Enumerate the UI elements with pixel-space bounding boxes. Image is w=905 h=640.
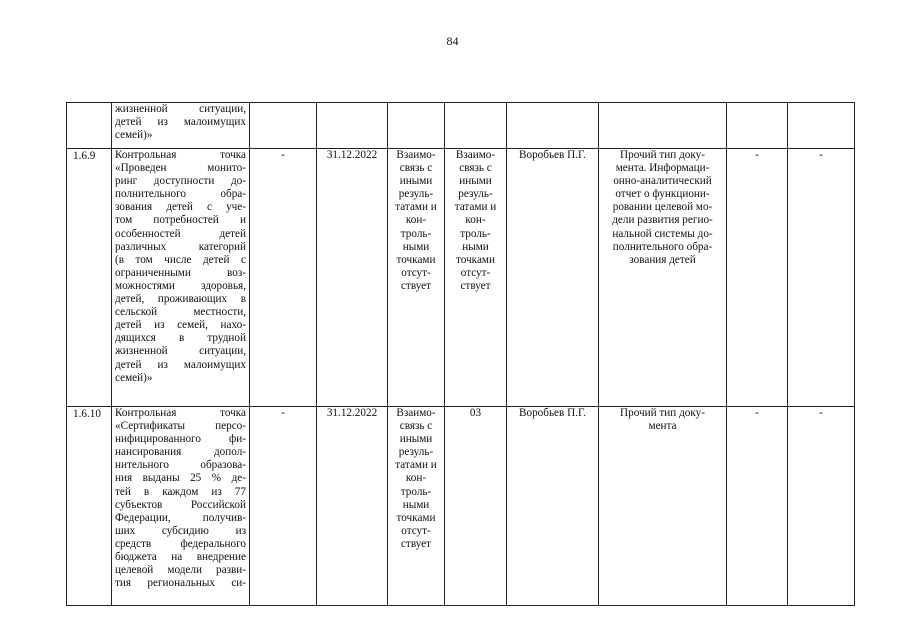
name-line: ния выданы 25 % де- (115, 472, 246, 485)
text-line: ными (402, 498, 430, 511)
name-line: детей из малоимущих (115, 116, 246, 129)
text-line: ствует (400, 279, 432, 292)
text-line: татами и (395, 459, 437, 472)
extra-cell-9: - (727, 149, 788, 407)
name-line: том потребностей и (115, 214, 246, 227)
text-line: татами и (454, 201, 497, 214)
successor-link-cell: 03 (445, 407, 507, 606)
name-line: сельской местности, (115, 306, 246, 319)
text-line: ствует (460, 279, 491, 292)
text-line: троль- (400, 227, 432, 240)
text-line: резуль- (398, 188, 434, 201)
predecessor-link-cell (388, 103, 445, 149)
name-line: жизненной ситуации, (115, 345, 246, 358)
table-row (67, 103, 855, 149)
plan-table (66, 102, 855, 606)
name-line: бюджета на внедрение (115, 551, 246, 564)
name-line: субъектов Российской (115, 498, 246, 511)
text-line: троль- (400, 485, 432, 498)
text-line: ными (462, 240, 489, 253)
page-number: 84 (446, 34, 459, 48)
text-line: резуль- (458, 188, 493, 201)
name-line: ринг доступности до- (115, 175, 246, 188)
text-line: полнительного обра- (612, 240, 713, 253)
text-line: кон- (465, 214, 486, 227)
extra-cell-10 (788, 103, 855, 149)
extra-cell-10: - (788, 149, 855, 407)
control-point-name-cell (112, 149, 250, 407)
name-line: Контрольная точка (115, 407, 246, 419)
name-line: можностями здоровья, (115, 279, 246, 292)
text-line: кон- (405, 214, 427, 227)
text-line: мента (648, 420, 677, 433)
name-line: дящихся в трудной (115, 332, 246, 345)
name-line: тей в каждом из 77 (115, 485, 246, 498)
name-line: целевой модели разви- (115, 564, 246, 577)
start-date-cell (250, 103, 317, 149)
name-line: детей из малоимущих (115, 358, 246, 371)
row-number-cell: 1.6.10 (67, 407, 112, 606)
text-line: связь с (399, 420, 433, 433)
text-line: отчет о функциони- (615, 188, 710, 201)
name-line: детей из семей, нахо- (115, 319, 246, 332)
text-line: связь с (399, 162, 433, 175)
text-line: точками (396, 253, 436, 266)
start-date-cell: - (250, 407, 317, 606)
text-line: точками (396, 511, 436, 524)
text-line: резуль- (398, 446, 434, 459)
extra-cell-10: - (788, 407, 855, 606)
name-line: ших субсидию из (115, 524, 246, 537)
document-type-cell (599, 149, 727, 407)
text-line: ствует (400, 537, 432, 550)
extra-cell-9 (727, 103, 788, 149)
name-line: «Проведен монито- (115, 162, 246, 175)
name-line: «Сертификаты персо- (115, 420, 246, 433)
control-point-name-cell (112, 407, 250, 606)
extra-cell-9: - (727, 407, 788, 606)
name-line: нансирования допол- (115, 446, 246, 459)
name-line: жизненной ситуации, (115, 103, 246, 115)
name-line: тия региональных си- (115, 577, 246, 590)
name-line: нительного образова- (115, 459, 246, 472)
responsible-cell: Воробьев П.Г. (507, 149, 599, 407)
text-line: нальной системы до- (612, 227, 713, 240)
name-line: различных категорий (115, 240, 246, 253)
end-date-cell (317, 103, 388, 149)
text-line: Взаимо- (455, 149, 496, 161)
text-line: иными (399, 175, 433, 188)
name-line: семей)» (115, 371, 153, 384)
text-line: иными (399, 433, 433, 446)
text-line: Взаимо- (396, 149, 436, 161)
predecessor-link-cell (388, 149, 445, 407)
text-line: связь с (459, 162, 492, 175)
text-line: Прочий тип доку- (620, 407, 705, 419)
text-line: кон- (405, 472, 427, 485)
end-date-cell: 31.12.2022 (317, 407, 388, 606)
row-number-cell (67, 103, 112, 149)
name-line: средств федерального (115, 537, 246, 550)
text-line: отсут- (401, 524, 431, 537)
text-line: отсут- (401, 266, 431, 279)
responsible-cell: Воробьев П.Г. (507, 407, 599, 606)
text-line: отсут- (460, 266, 491, 279)
successor-link-cell (445, 149, 507, 407)
control-point-name-cell (112, 103, 250, 149)
text-line: татами и (395, 201, 437, 214)
name-line: Федерации, получив- (115, 511, 246, 524)
text-line: Прочий тип доку- (620, 149, 705, 161)
table-row (67, 407, 855, 606)
name-line: особенностей детей (115, 227, 246, 240)
name-line: ограниченными воз- (115, 266, 246, 279)
responsible-cell (507, 103, 599, 149)
text-line: троль- (460, 227, 491, 240)
name-line: нифицированного фи- (115, 433, 246, 446)
name-line: семей)» (115, 129, 153, 142)
text-line: Взаимо- (396, 407, 436, 419)
document-type-cell (599, 103, 727, 149)
name-line: Контрольная точка (115, 149, 246, 161)
document-type-cell (599, 407, 727, 606)
text-line: мента. Информаци- (615, 162, 710, 175)
name-line: детей, проживающих в (115, 293, 246, 306)
text-line: иными (459, 175, 492, 188)
successor-link-cell (445, 103, 507, 149)
name-line: полнительного обра- (115, 188, 246, 201)
predecessor-link-cell (388, 407, 445, 606)
start-date-cell: - (250, 149, 317, 407)
end-date-cell: 31.12.2022 (317, 149, 388, 407)
text-line: дели развития регио- (612, 214, 713, 227)
name-line: (в том числе детей с (115, 253, 246, 266)
text-line: онно-аналитический (613, 175, 712, 188)
row-number-cell: 1.6.9 (67, 149, 112, 407)
table-row (67, 149, 855, 407)
name-line: зования детей с уче- (115, 201, 246, 214)
text-line: точками (456, 253, 495, 266)
text-line: ными (402, 240, 430, 253)
text-line: зования детей (629, 253, 696, 266)
text-line: ровании целевой мо- (612, 201, 713, 214)
